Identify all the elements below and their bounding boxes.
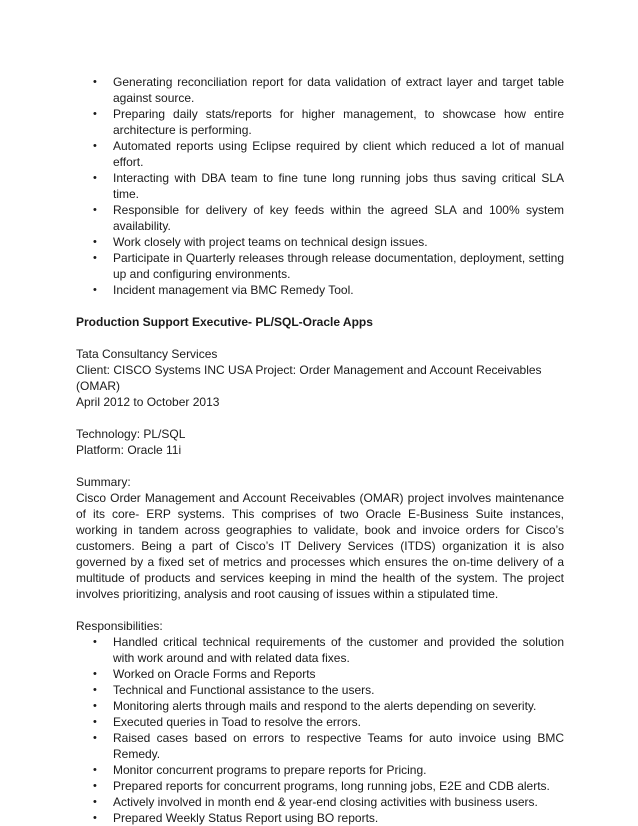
responsibilities-list [76, 634, 564, 826]
client-project: Client: CISCO Systems INC USA Project: Order Management and Account Receivables (OMAR) [76, 363, 542, 393]
list-item: • Handled critical technical requirements of the customer and provided the solution with work around and with related data fixes. [93, 635, 564, 665]
bullet-icon: • [93, 668, 97, 680]
summary-text: Cisco Order Management and Account Receivables (OMAR) project involves maintenance of its core- ERP systems. This comprises of two Oracle E-Business Suite instances, working in tandem across geographies to validate, book and invoice orders for Cisco’s customers. Being a part of Cisco’s IT Delivery Services (ITDS) organization it is also governed by a fixed set of metrics and processes which ensures the on-time delivery of a multitude of products and services keeping in mind the health of the system. The project involves prioritizing, analysis and root causing of issues within a stipulated time. [76, 491, 564, 601]
responsibilities-label: Responsibilities: [76, 619, 163, 633]
job-dates: April 2012 to October 2013 [76, 395, 220, 409]
bullet-icon: • [93, 204, 97, 216]
bullet-icon: • [93, 236, 97, 248]
list-item: • Participate in Quarterly releases through release documentation, deployment, setting up and configuring environments. [93, 251, 564, 281]
resume-page [76, 74, 564, 826]
list-item: • Prepared reports for concurrent programs, long running jobs, E2E and CDB alerts. [93, 779, 550, 793]
tech-details [76, 426, 564, 458]
summary-section [76, 474, 564, 602]
list-item: • Technical and Functional assistance to the users. [93, 683, 375, 697]
technology: Technology: PL/SQL [76, 427, 186, 441]
bullet-icon: • [93, 812, 97, 824]
list-item: • Monitor concurrent programs to prepare reports for Pricing. [93, 763, 427, 777]
bullet-icon: • [93, 172, 97, 184]
bullet-icon: • [93, 252, 97, 264]
responsibilities-section [76, 618, 564, 826]
bullet-icon: • [93, 732, 97, 744]
bullet-icon: • [93, 108, 97, 120]
bullet-icon: • [93, 780, 97, 792]
list-item: • Actively involved in month end & year-end closing activities with business users. [93, 795, 538, 809]
list-item: • Incident management via BMC Remedy Tool. [93, 283, 354, 297]
platform: Platform: Oracle 11i [76, 443, 182, 457]
bullet-icon: • [93, 284, 97, 296]
bullet-icon: • [93, 636, 97, 648]
top-bullet-list [76, 74, 564, 298]
list-item: • Executed queries in Toad to resolve the errors. [93, 715, 361, 729]
list-item: • Interacting with DBA team to fine tune long running jobs thus saving critical SLA time. [93, 171, 564, 201]
list-item: • Responsible for delivery of key feeds within the agreed SLA and 100% system availability. [93, 203, 564, 233]
job-details [76, 346, 564, 410]
bullet-icon: • [93, 684, 97, 696]
list-item: • Preparing daily stats/reports for higher management, to showcase how entire architecture is performing. [93, 107, 564, 137]
list-item: • Work closely with project teams on technical design issues. [93, 235, 428, 249]
list-item: • Prepared Weekly Status Report using BO reports. [93, 811, 379, 825]
job-title: Production Support Executive- PL/SQL-Oracle Apps [76, 315, 373, 329]
company-name: Tata Consultancy Services [76, 347, 218, 361]
bullet-icon: • [93, 700, 97, 712]
bullet-icon: • [93, 76, 97, 88]
list-item: • Automated reports using Eclipse required by client which reduced a lot of manual effort. [93, 139, 564, 169]
bullet-icon: • [93, 764, 97, 776]
list-item: • Worked on Oracle Forms and Reports [93, 667, 316, 681]
list-item: • Raised cases based on errors to respective Teams for auto invoice using BMC Remedy. [93, 731, 564, 761]
summary-label: Summary: [76, 475, 131, 489]
list-item: • Monitoring alerts through mails and respond to the alerts depending on severity. [93, 699, 537, 713]
list-item: • Generating reconciliation report for data validation of extract layer and target table against source. [93, 75, 564, 105]
bullet-icon: • [93, 140, 97, 152]
bullet-icon: • [93, 716, 97, 728]
bullet-icon: • [93, 796, 97, 808]
